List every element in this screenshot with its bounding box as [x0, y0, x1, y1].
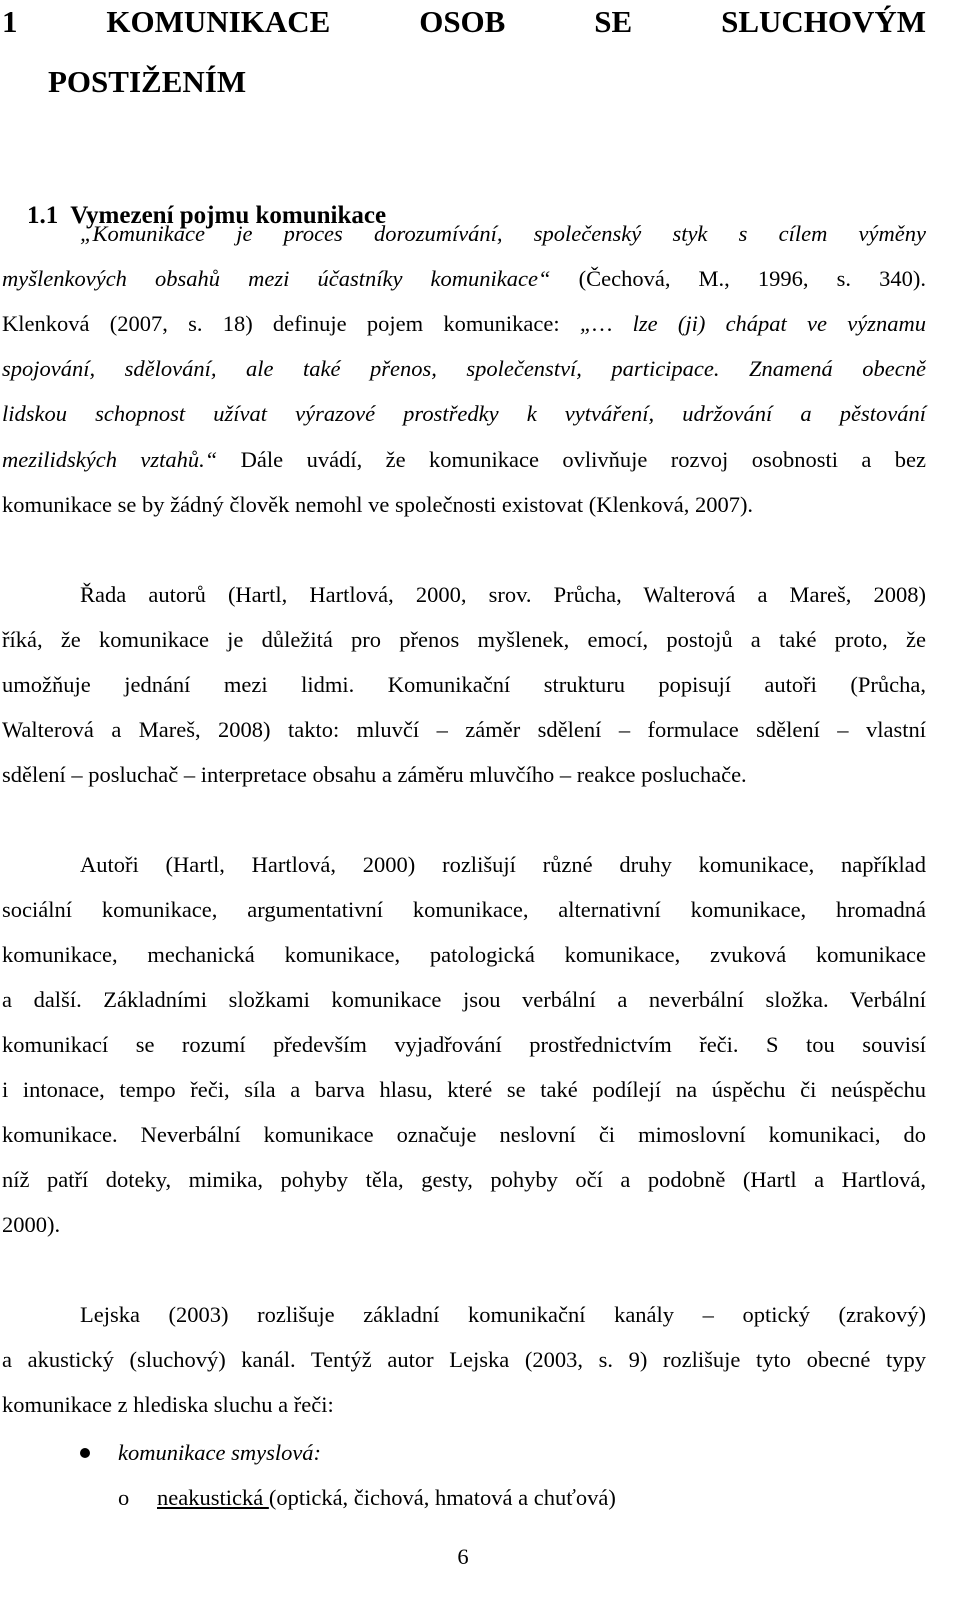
list-item-1: komunikace smyslová:	[118, 1440, 322, 1465]
paragraph-1-line-6: mezilidských vztahů.“ Dále uvádí, že komunikace ovlivňuje rozvoj osobnosti a bez	[2, 447, 927, 472]
paragraph-3-line-6: i intonace, tempo řeči, síla a barva hlasu, které se také podílejí na úspěchu či neúspěchu	[2, 1077, 926, 1102]
paragraph-4-line-1: Lejska (2003) rozlišuje základní komunikační kanály – optický (zrakový)	[80, 1302, 926, 1327]
paragraph-2-line-1: Řada autorů (Hartl, Hartlová, 2000, srov. Průcha, Walterová a Mareš, 2008)	[80, 582, 926, 607]
paragraph-1-line-1: „Komunikace je proces dorozumívání, společenský styk s cílem výměny	[80, 221, 926, 246]
paragraph-3-line-3: komunikace, mechanická komunikace, patologická komunikace, zvuková komunikace	[2, 942, 926, 967]
chapter-heading: 1 KOMUNIKACE OSOB SE SLUCHOVÝM	[2, 4, 927, 39]
paragraph-3-line-5: komunikací se rozumí především vyjadřování prostřednictvím řeči. S tou souvisí	[2, 1032, 926, 1057]
paragraph-1-line-2: myšlenkových obsahů mezi účastníky komunikace“ (Čechová, M., 1996, s. 340).	[2, 266, 926, 291]
bullet-marker	[80, 1448, 90, 1458]
sub-list-item-1: neakustická (optická, čichová, hmatová a chuťová)	[157, 1485, 616, 1510]
sub-list-marker: o	[118, 1485, 130, 1510]
chapter-heading-line-2: POSTIŽENÍM	[48, 64, 247, 99]
paragraph-1-line-5: lidskou schopnost užívat výrazové prostředky k vytváření, udržování a pěstování	[2, 401, 926, 426]
section-heading: 1.1 Vymezení pojmu komunikace	[27, 202, 387, 229]
paragraph-1-line-3: Klenková (2007, s. 18) definuje pojem komunikace: „… lze (ji) chápat ve významu	[2, 311, 926, 336]
paragraph-3-line-8: níž patří doteky, mimika, pohyby těla, gesty, pohyby očí a podobně (Hartl a Hartlová,	[2, 1167, 926, 1192]
paragraph-3-line-7: komunikace. Neverbální komunikace označuje neslovní či mimoslovní komunikaci, do	[2, 1122, 926, 1147]
paragraph-3-line-4: a další. Základními složkami komunikace jsou verbální a neverbální složka. Verbální	[2, 987, 926, 1012]
paragraph-4-line-2: a akustický (sluchový) kanál. Tentýž autor Lejska (2003, s. 9) rozlišuje tyto obecné typy	[2, 1347, 926, 1372]
paragraph-2-line-2: říká, že komunikace je důležitá pro přenos myšlenek, emocí, postojů a také proto, že	[2, 627, 926, 652]
paragraph-2-line-3: umožňuje jednání mezi lidmi. Komunikační strukturu popisují autoři (Průcha,	[2, 672, 926, 697]
paragraph-3-line-9: 2000).	[2, 1212, 61, 1237]
page-number: 6	[457, 1544, 469, 1569]
paragraph-3-line-1: Autoři (Hartl, Hartlová, 2000) rozlišují různé druhy komunikace, například	[80, 852, 926, 877]
paragraph-2-line-5: sdělení – posluchač – interpretace obsahu a záměru mluvčího – reakce posluchače.	[2, 762, 747, 787]
paragraph-1-line-4: spojování, sdělování, ale také přenos, společenství, participace. Znamená obecně	[2, 356, 926, 381]
paragraph-1-line-7: komunikace se by žádný člověk nemohl ve společnosti existovat (Klenková, 2007).	[2, 492, 754, 517]
paragraph-2-line-4: Walterová a Mareš, 2008) takto: mluvčí – záměr sdělení – formulace sdělení – vlastní	[2, 717, 926, 742]
paragraph-3-line-2: sociální komunikace, argumentativní komunikace, alternativní komunikace, hromadná	[2, 897, 926, 922]
paragraph-4-line-3: komunikace z hlediska sluchu a řeči:	[2, 1392, 334, 1417]
